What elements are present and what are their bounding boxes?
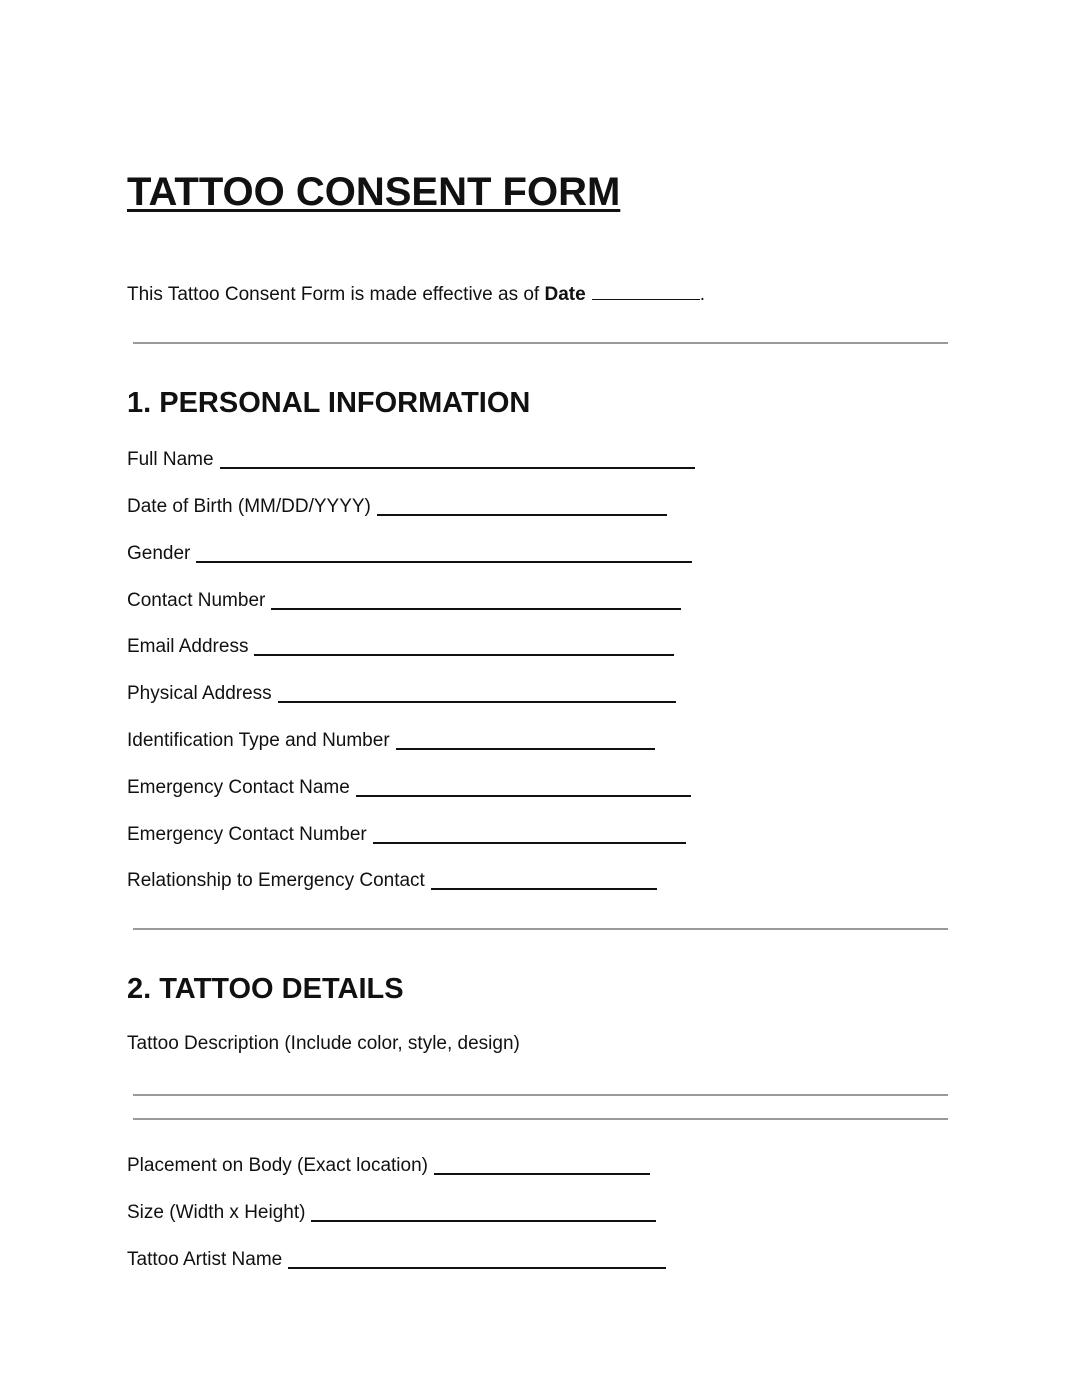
field-label: Email Address: [127, 636, 249, 657]
divider: [133, 342, 948, 344]
field-label: Date of Birth (MM/DD/YYYY): [127, 496, 371, 517]
field-label: Tattoo Artist Name: [127, 1249, 283, 1270]
full-name-field[interactable]: [127, 446, 695, 472]
date-label: Date: [544, 284, 586, 305]
section-heading-tattoo-details: 2. TATTOO DETAILS: [127, 973, 404, 1005]
identification-field[interactable]: [127, 727, 655, 753]
tattoo-artist-name-field[interactable]: [127, 1246, 666, 1272]
field-label: Relationship to Emergency Contact: [127, 870, 425, 891]
emergency-relationship-field[interactable]: [127, 867, 657, 893]
effective-date-field[interactable]: [592, 281, 700, 300]
emergency-contact-number-field[interactable]: [127, 821, 686, 847]
size-input-line[interactable]: [311, 1220, 656, 1222]
divider: [133, 928, 948, 930]
email-address-field[interactable]: [127, 633, 674, 659]
tattoo-description-line-1[interactable]: [133, 1094, 948, 1096]
identification-input-line[interactable]: [396, 748, 655, 750]
emergency-contact-name-field[interactable]: [127, 774, 691, 800]
placement-input-line[interactable]: [434, 1173, 650, 1175]
physical-address-field[interactable]: [127, 680, 676, 706]
date-of-birth-input-line[interactable]: [377, 514, 667, 516]
field-label: Full Name: [127, 449, 214, 470]
contact-number-field[interactable]: [127, 587, 681, 613]
emergency-contact-number-input-line[interactable]: [373, 842, 686, 844]
intro-period: .: [699, 284, 705, 305]
placement-field[interactable]: [127, 1152, 650, 1178]
tattoo-description-line-2[interactable]: [133, 1118, 948, 1120]
section-heading-personal-information: 1. PERSONAL INFORMATION: [127, 387, 531, 419]
contact-number-input-line[interactable]: [271, 608, 681, 610]
emergency-contact-name-input-line[interactable]: [356, 795, 691, 797]
tattoo-description-label: Tattoo Description (Include color, style, design): [127, 1033, 520, 1054]
gender-input-line[interactable]: [196, 561, 692, 563]
field-label: Emergency Contact Number: [127, 824, 367, 845]
tattoo-artist-name-input-line[interactable]: [288, 1267, 666, 1269]
field-label: Gender: [127, 543, 191, 564]
email-address-input-line[interactable]: [254, 654, 674, 656]
effective-date-statement: [127, 281, 705, 307]
full-name-input-line[interactable]: [220, 467, 695, 469]
page-title: TATTOO CONSENT FORM: [127, 170, 621, 214]
date-of-birth-field[interactable]: [127, 493, 667, 519]
gender-field[interactable]: [127, 540, 692, 566]
field-label: Physical Address: [127, 683, 272, 704]
field-label: Contact Number: [127, 590, 266, 611]
emergency-relationship-input-line[interactable]: [431, 888, 657, 890]
field-label: Identification Type and Number: [127, 730, 390, 751]
field-label: Size (Width x Height): [127, 1202, 306, 1223]
field-label: Emergency Contact Name: [127, 777, 350, 798]
field-label: Placement on Body (Exact location): [127, 1155, 428, 1176]
physical-address-input-line[interactable]: [278, 701, 676, 703]
intro-text: This Tattoo Consent Form is made effective as of: [127, 284, 540, 305]
size-field[interactable]: [127, 1199, 656, 1225]
